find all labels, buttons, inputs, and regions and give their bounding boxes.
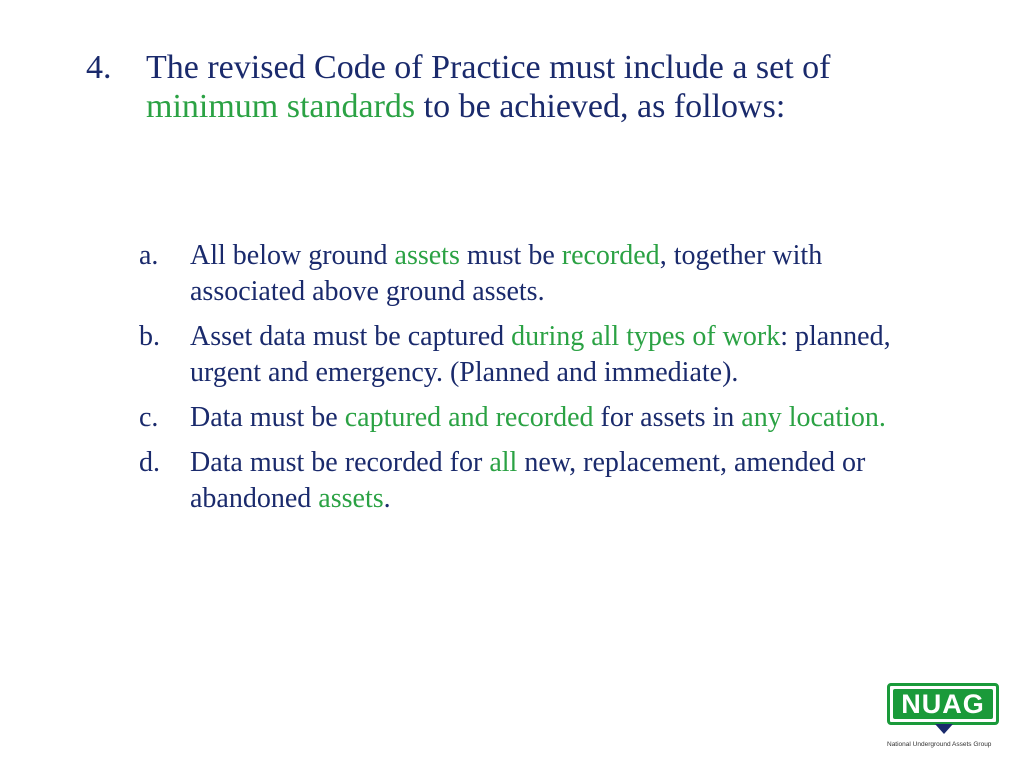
sub-point-d	[139, 445, 939, 517]
sub-point-text	[190, 445, 939, 517]
text-part: Data must be recorded for	[190, 447, 490, 478]
text-part: Asset data must be captured	[190, 321, 512, 352]
logo-arrow-icon	[935, 724, 953, 734]
sub-point-text	[190, 400, 939, 436]
logo-text: NUAG	[893, 689, 993, 719]
main-point-number: 4.	[86, 49, 112, 86]
main-point-text-part: The revised Code of Practice must include a set of	[146, 49, 831, 86]
text-part: All below ground	[190, 240, 395, 271]
highlight-part: assets	[318, 483, 384, 514]
highlight-part: recorded	[561, 240, 660, 271]
text-part: .	[383, 483, 391, 514]
main-point-text-part: to be achieved, as follows:	[415, 88, 786, 125]
sub-point-letter: c.	[139, 402, 159, 433]
text-part: , together with associated above ground assets.	[190, 240, 823, 307]
main-point	[86, 48, 936, 126]
highlight-part: all	[489, 447, 518, 478]
main-point-highlight: minimum standards	[146, 88, 416, 125]
text-part: new, replacement, amended or abandoned	[190, 447, 866, 514]
sub-point-c	[139, 400, 939, 436]
sub-point-b	[139, 319, 939, 391]
sub-point-text	[190, 238, 939, 310]
logo-caption: National Underground Assets Group	[887, 741, 992, 748]
main-point-text	[146, 48, 936, 126]
highlight-part: during all types of work	[511, 321, 781, 352]
logo-frame	[887, 683, 999, 725]
highlight-part: any location.	[741, 402, 886, 433]
sub-point-a	[139, 238, 939, 310]
text-part: : planned, urgent and emergency. (Planned and immediate).	[190, 321, 891, 388]
text-part: must be	[459, 240, 562, 271]
sub-point-letter: a.	[139, 240, 159, 271]
sub-point-letter: b.	[139, 321, 160, 352]
sub-point-text	[190, 319, 939, 391]
sub-point-letter: d.	[139, 447, 160, 478]
nuag-logo	[887, 683, 1005, 759]
highlight-part: captured and recorded	[344, 402, 594, 433]
highlight-part: assets	[394, 240, 460, 271]
text-part: Data must be	[190, 402, 345, 433]
sub-point-list	[139, 238, 939, 526]
text-part: for assets in	[593, 402, 742, 433]
